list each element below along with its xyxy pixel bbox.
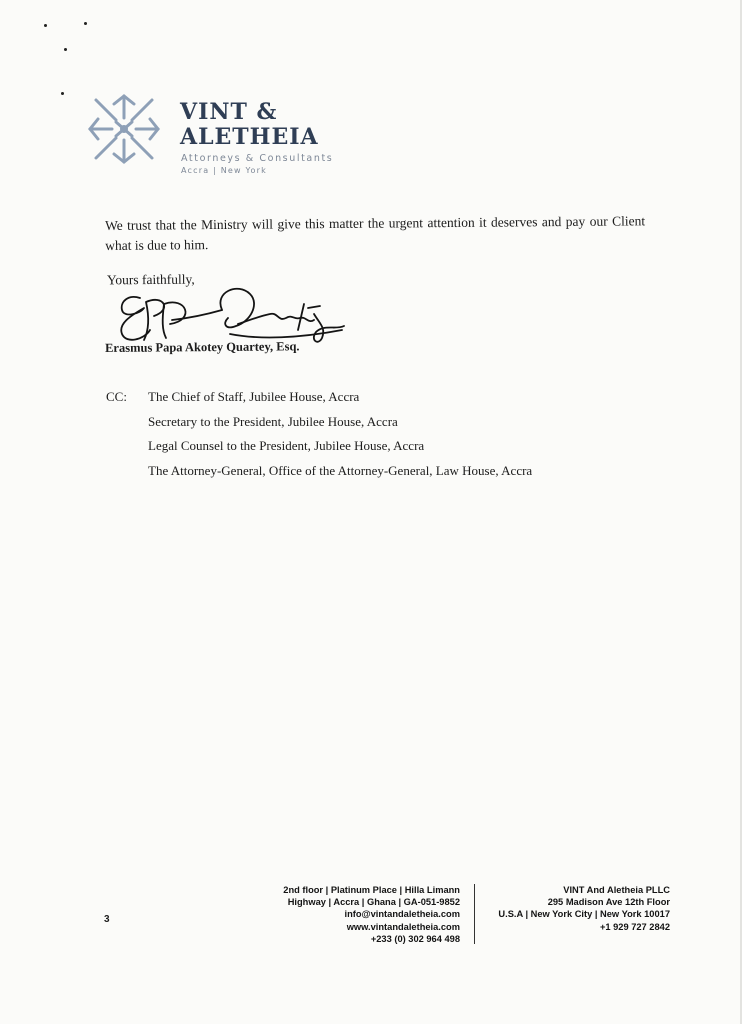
cross-arrows-logo-icon — [86, 92, 162, 166]
cc-label: CC: — [106, 389, 127, 404]
footer-newyork-address — [484, 884, 670, 933]
closing-salutation: Yours faithfully, — [106, 271, 195, 288]
footer-phone: +1 929 727 2842 — [599, 921, 670, 932]
page-number: 3 — [104, 914, 110, 925]
signatory-name: Erasmus Papa Akotey Quartey, Esq. — [105, 339, 300, 355]
scan-speck — [64, 48, 67, 51]
firm-tagline: Attorneys & Consultants — [181, 153, 334, 164]
footer-divider — [474, 884, 475, 944]
body-paragraph: We trust that the Ministry will give this matter the urgent attention it deserves and pay our Client what is due to him. — [105, 213, 646, 253]
footer-website: www.vintandaletheia.com — [346, 921, 460, 932]
cc-recipient: Legal Counsel to the President, Jubilee House, Accra — [148, 438, 425, 453]
footer-address-line: 2nd floor | Platinum Place | Hilla Limann — [283, 885, 460, 895]
footer-phone: +233 (0) 302 964 498 — [370, 933, 460, 944]
cc-recipient-list — [148, 389, 532, 487]
firm-name — [180, 100, 319, 150]
firm-name-line1: VINT & — [180, 99, 278, 125]
scan-speck — [44, 24, 47, 27]
cc-recipient: Secretary to the President, Jubilee House, Accra — [148, 413, 398, 429]
footer-company-name: VINT And Aletheia PLLC — [563, 885, 670, 895]
footer-accra-address — [230, 884, 460, 945]
footer-address-line: U.S.A | New York City | New York 10017 — [498, 909, 670, 920]
firm-name-line2: ALETHEIA — [180, 124, 319, 150]
cc-recipient: The Attorney-General, Office of the Attorney-General, Law House, Accra — [148, 462, 533, 478]
scan-speck — [84, 22, 87, 25]
cc-recipient: The Chief of Staff, Jubilee House, Accra — [148, 389, 360, 404]
firm-locations: Accra | New York — [181, 166, 267, 175]
footer-address-line: Highway | Accra | Ghana | GA-051-9852 — [287, 897, 460, 908]
scan-speck — [61, 92, 64, 95]
footer-address-line: 295 Madison Ave 12th Floor — [547, 897, 670, 908]
footer-email: info@vintandaletheia.com — [344, 909, 460, 920]
